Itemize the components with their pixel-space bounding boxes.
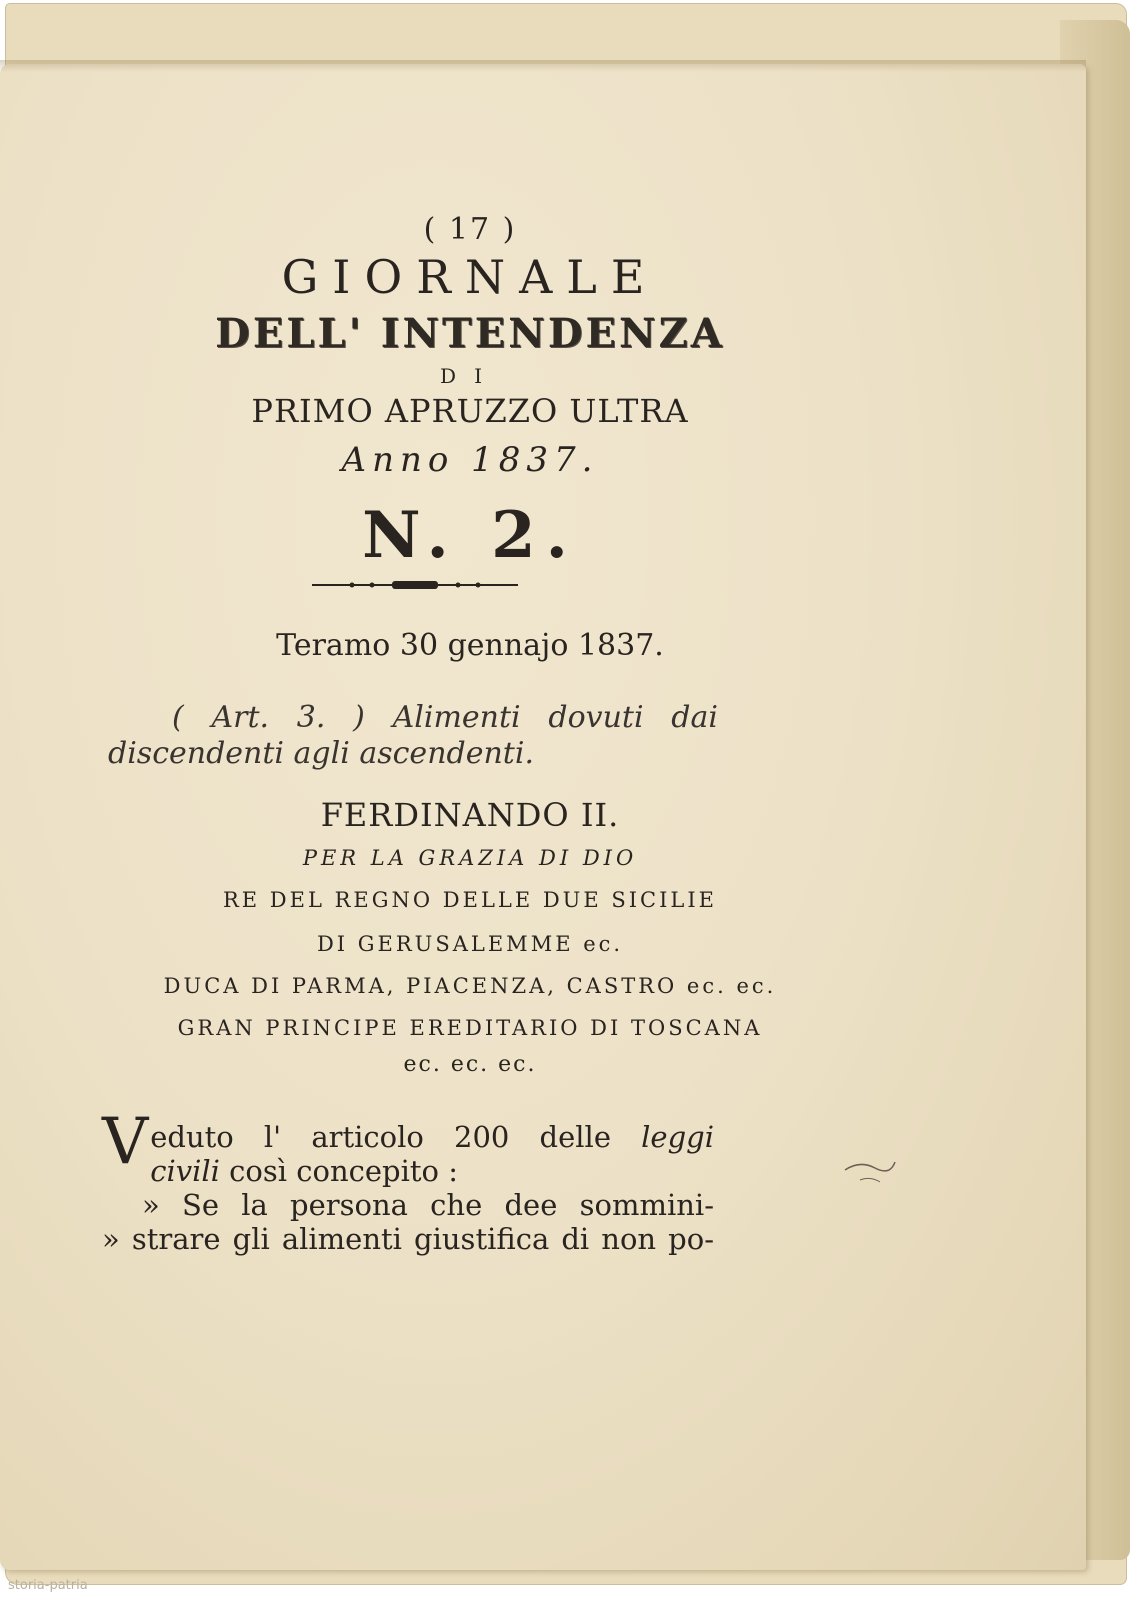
body-line-1: eduto l' articolo 200 delle leggi	[150, 1120, 714, 1154]
body-paragraph	[102, 1105, 714, 1256]
body-line-2: civili così concepito :	[150, 1154, 458, 1188]
year-line: Anno 1837.	[341, 440, 599, 480]
dateline: Teramo 30 gennajo 1837.	[276, 628, 664, 663]
title-ecc: ec. ec. ec.	[403, 1052, 537, 1077]
title-regno: RE DEL REGNO DELLE DUE SICILIE	[222, 888, 717, 912]
title-grazia: PER LA GRAZIA DI DIO	[302, 846, 638, 870]
title-di: DI	[440, 364, 500, 388]
title-giornale: GIORNALE	[281, 250, 659, 304]
drop-cap: V	[102, 1105, 149, 1179]
page-top-shadow	[0, 60, 1086, 72]
king-name: FERDINANDO II.	[320, 796, 620, 834]
issue-number: N. 2.	[362, 498, 578, 573]
watermark: storia-patria	[8, 1578, 88, 1593]
body-line-4: » strare gli alimenti giustifica di non po-	[102, 1222, 714, 1256]
province-title: PRIMO APRUZZO ULTRA	[251, 392, 689, 430]
title-intendenza: DELL' INTENDENZA	[215, 310, 725, 357]
page-number: ( 17 )	[423, 212, 517, 247]
title-gran-principe: GRAN PRINCIPE EREDITARIO DI TOSCANA	[177, 1016, 763, 1040]
title-duca: DUCA DI PARMA, PIACENZA, CASTRO ec. ec.	[163, 974, 777, 998]
article-heading: ( Art. 3. ) Alimenti dovuti dai discendenti agli ascendenti.	[108, 700, 718, 771]
ornamental-rule	[312, 580, 518, 590]
ink-mark	[840, 1150, 900, 1190]
title-gerusalemme: DI GERUSALEMME ec.	[316, 932, 624, 956]
body-line-3: » Se la persona che dee sommini-	[142, 1188, 714, 1222]
